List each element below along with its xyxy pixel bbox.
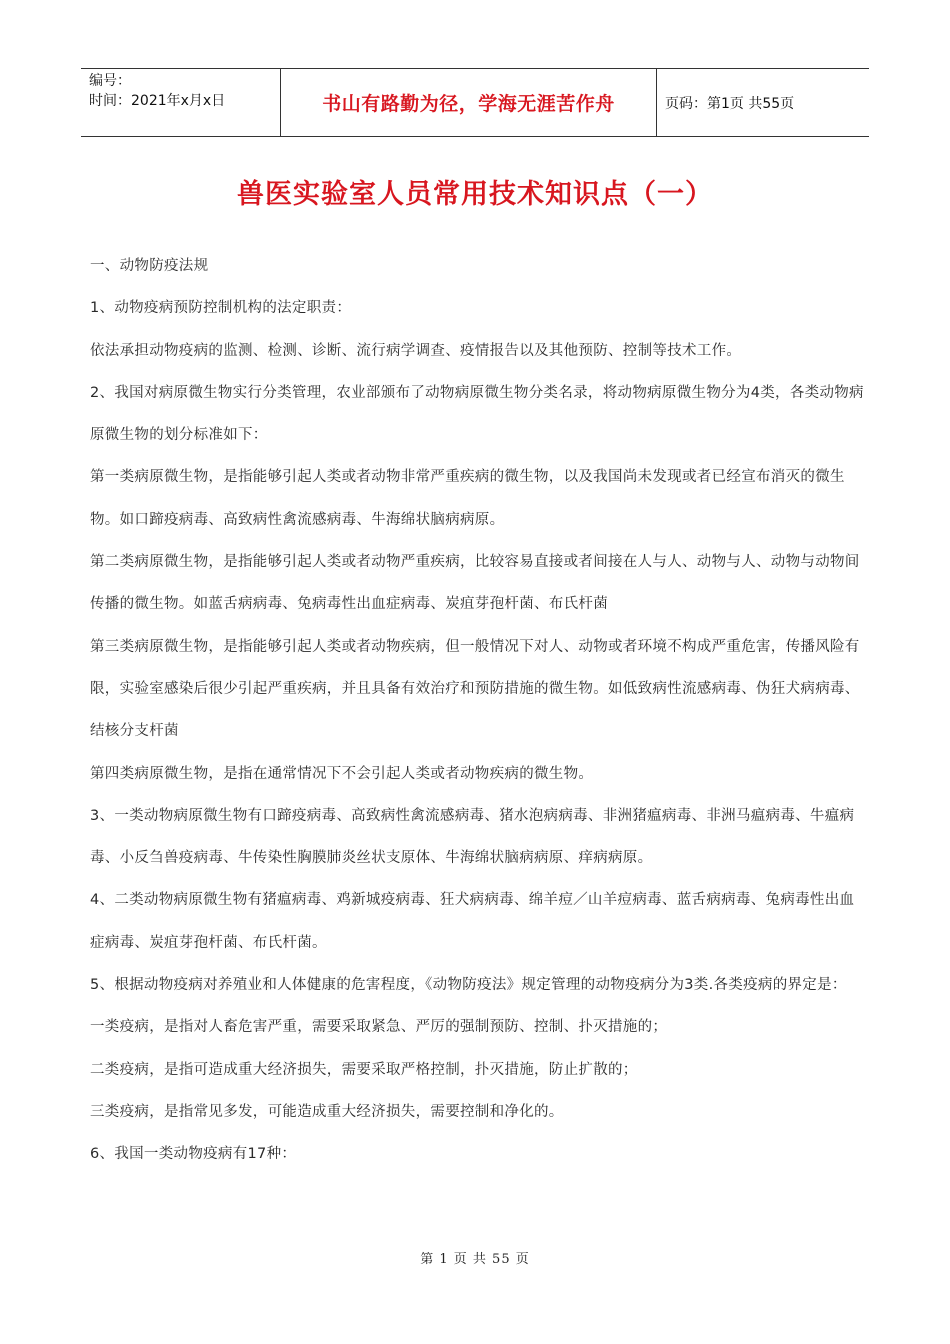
page-footer: 第 1 页 共 55 页	[420, 1252, 530, 1267]
document-number-label: 编号：	[89, 73, 131, 89]
paragraph: 第一类病原微生物，是指能够引起人类或者动物非常严重疾病的微生物，以及我国尚未发现或者已经宣布消灭的微生物。如口蹄疫病毒、高致病性禽流感病毒、牛海绵状脑病病原。	[90, 469, 845, 528]
paragraph: 一、动物防疫法规	[90, 258, 209, 274]
paragraph: 3、一类动物病原微生物有口蹄疫病毒、高致病性禽流感病毒、猪水泡病病毒、非洲猪瘟病毒、非洲马瘟病毒、牛瘟病毒、小反刍兽疫病毒、牛传染性胸膜肺炎丝状支原体、牛海绵状脑病病原、痒病病原。	[90, 807, 855, 867]
document-title: 兽医实验室人员常用技术知识点（一）	[237, 179, 713, 210]
document-body	[90, 245, 865, 1176]
paragraph: 第二类病原微生物，是指能够引起人类或者动物严重疾病，比较容易直接或者间接在人与人、动物与人、动物与动物间传播的微生物。如蓝舌病病毒、兔病毒性出血症病毒、炭疽芽孢杆菌、布氏杆菌	[90, 554, 860, 613]
header-page-cell	[657, 69, 869, 136]
paragraph: 第四类病原微生物，是指在通常情况下不会引起人类或者动物疾病的微生物。	[90, 765, 594, 782]
document-header	[81, 68, 869, 137]
paragraph: 一类疫病，是指对人畜危害严重，需要采取紧急、严厉的强制预防、控制、扑灭措施的；	[90, 1019, 668, 1036]
paragraph: 1、动物疫病预防控制机构的法定职责：	[90, 300, 352, 317]
paragraph: 依法承担动物疫病的监测、检测、诊断、流行病学调查、疫情报告以及其他预防、控制等技术工作。	[90, 342, 742, 359]
header-info-cell	[81, 69, 281, 136]
paragraph: 5、根据动物疫病对养殖业和人体健康的危害程度，《动物防疫法》规定管理的动物疫病分为3类.各类疫病的界定是：	[90, 977, 847, 994]
paragraph: 二类疫病，是指可造成重大经济损失，需要采取严格控制，扑灭措施，防止扩散的；	[90, 1061, 638, 1078]
paragraph: 4、二类动物病原微生物有猪瘟病毒、鸡新城疫病毒、狂犬病病毒、绵羊痘／山羊痘病毒、蓝舌病病毒、兔病毒性出血症病毒、炭疽芽孢杆菌、布氏杆菌。	[90, 892, 855, 951]
header-motto: 书山有路勤为径，学海无涯苦作舟	[322, 93, 615, 115]
header-page-label: 页码：第1页 共55页	[665, 95, 795, 112]
paragraph: 三类疫病，是指常见多发，可能造成重大经济损失，需要控制和净化的。	[90, 1103, 564, 1120]
document-date-label: 时间：2021年x月x日	[89, 93, 226, 109]
paragraph: 第三类病原微生物，是指能够引起人类或者动物疾病，但一般情况下对人、动物或者环境不构成严重危害，传播风险有限，实验室感染后很少引起严重疾病，并且具备有效治疗和预防措施的微生物。如低致病性流感病毒、伪狂犬病病毒、结核分支杆菌	[90, 638, 860, 740]
paragraph: 6、我国一类动物疫病有17种：	[90, 1146, 297, 1163]
header-motto-cell	[281, 69, 657, 136]
paragraph: 2、我国对病原微生物实行分类管理，农业部颁布了动物病原微生物分类名录，将动物病原微生物分为4类，各类动物病原微生物的划分标准如下：	[90, 384, 864, 444]
